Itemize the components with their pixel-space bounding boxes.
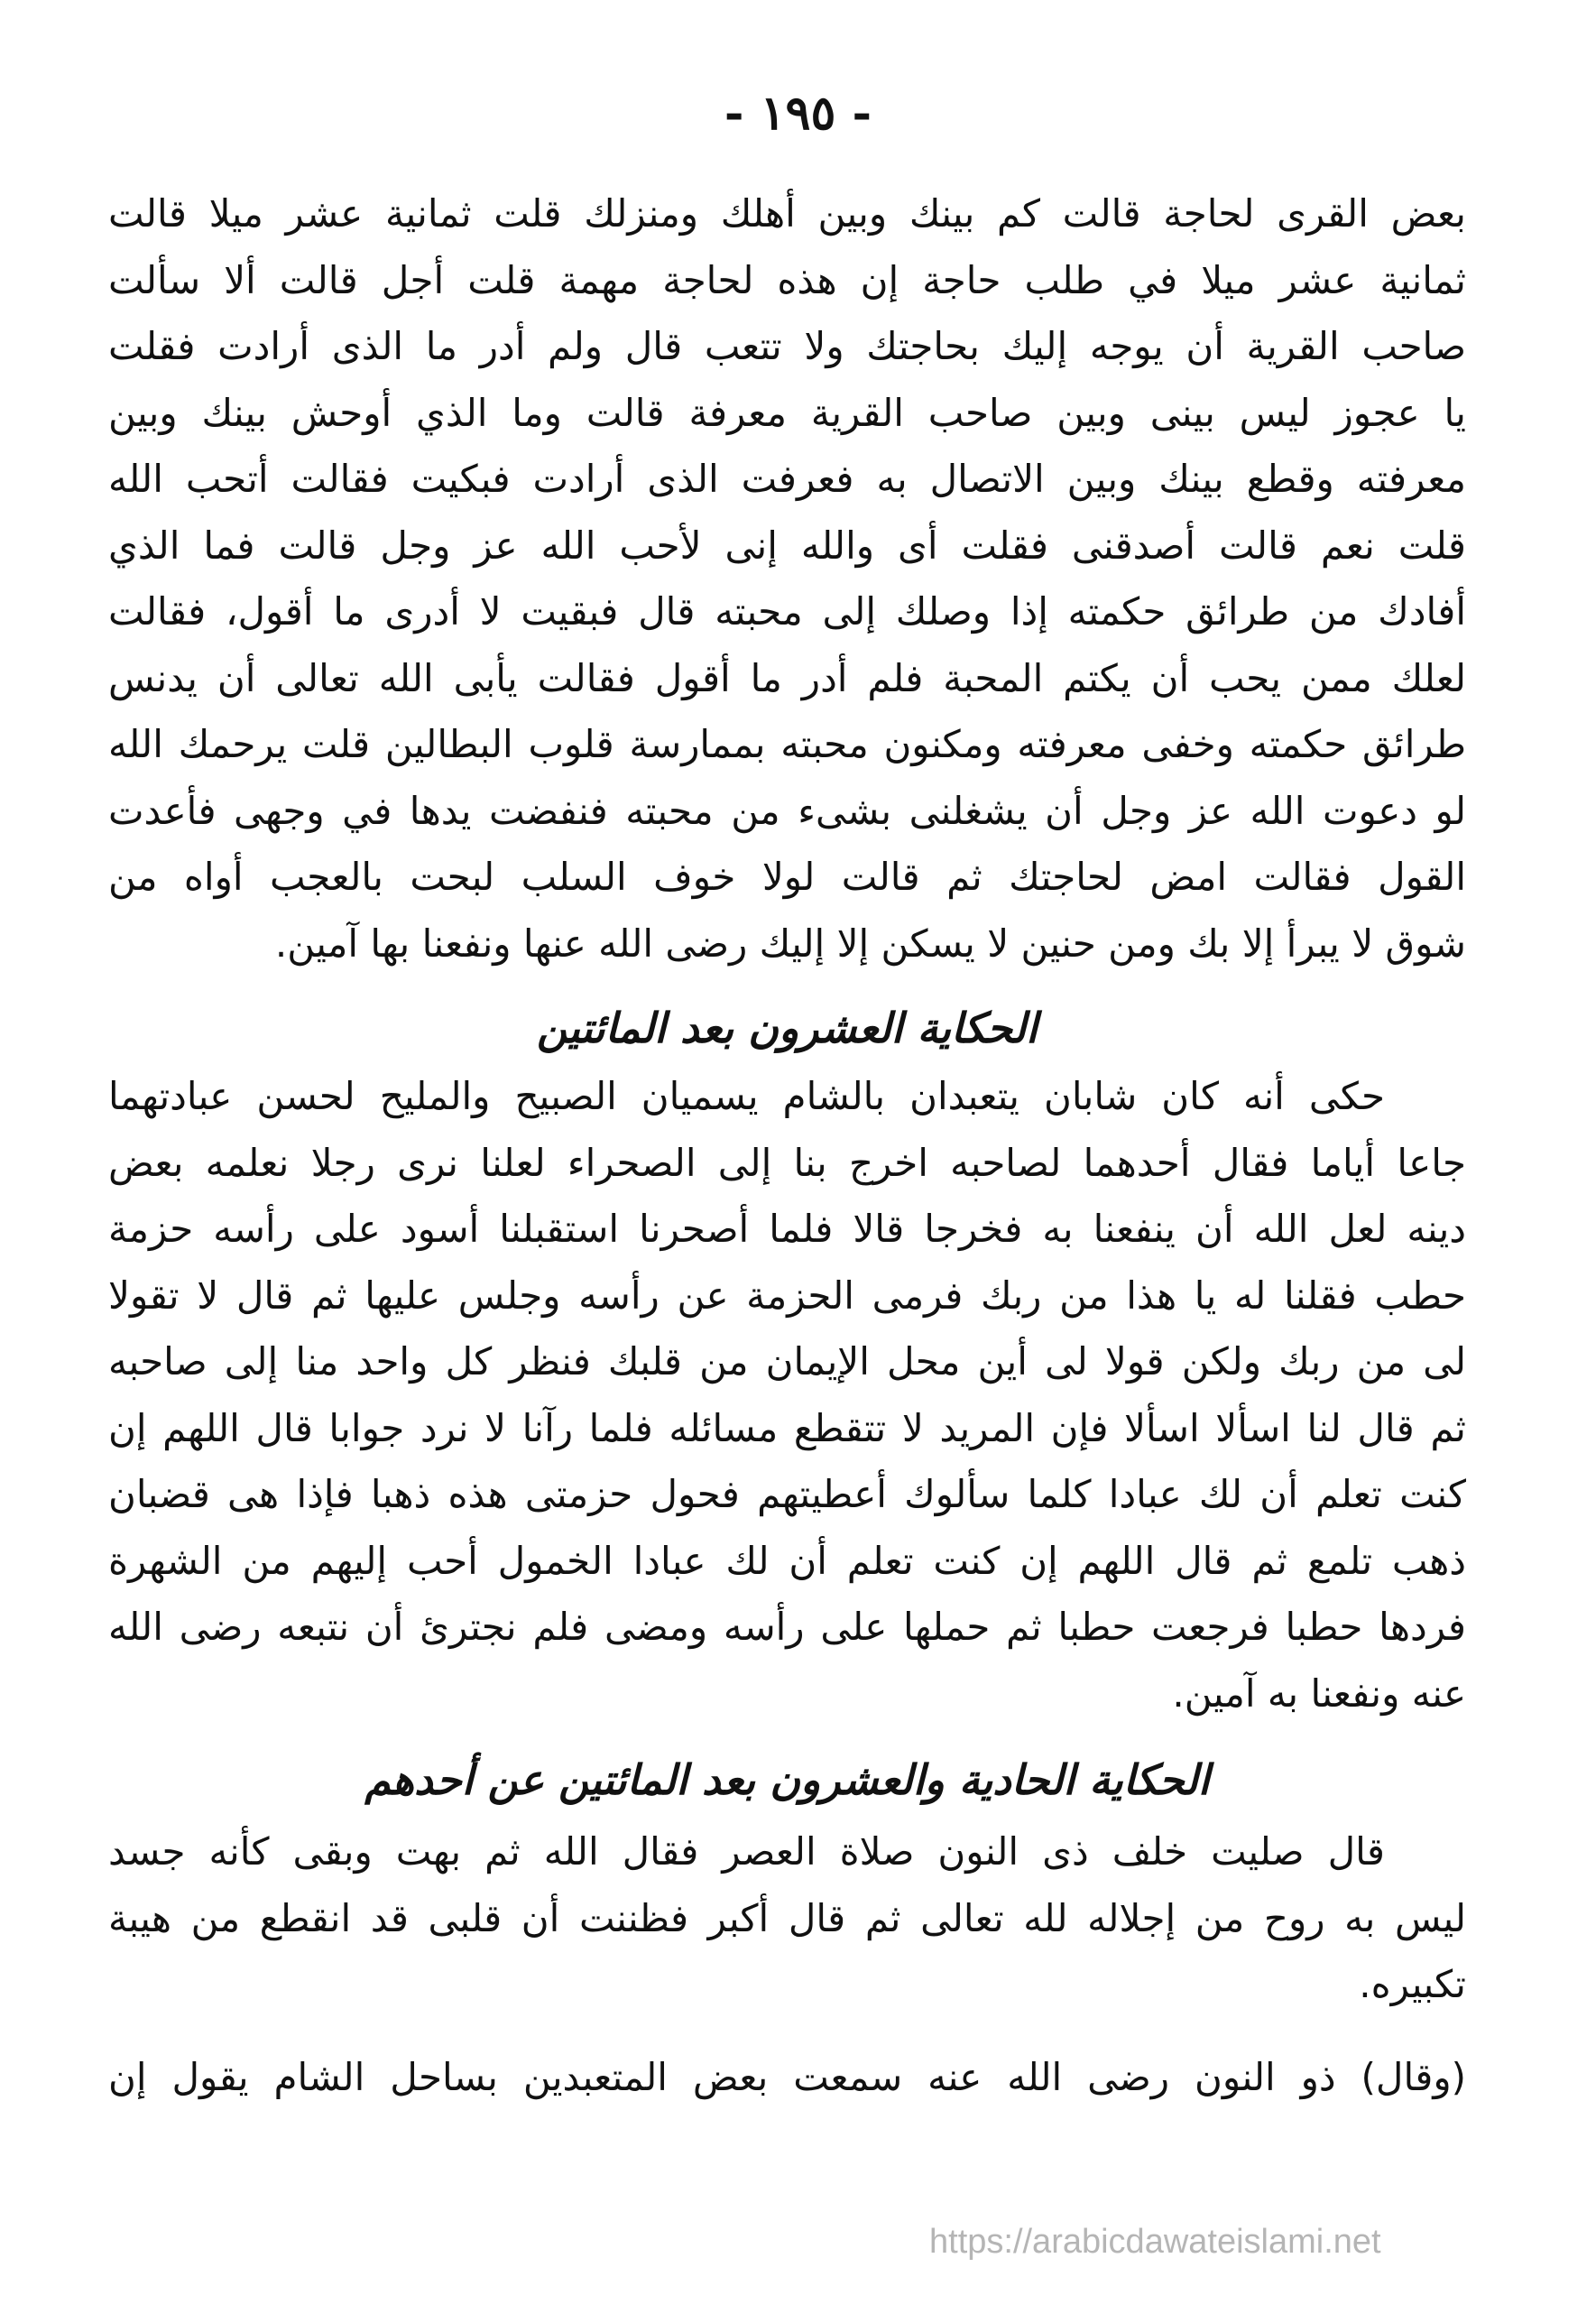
text-line: بعض القرى لحاجة قالت كم بينك وبين أهلك ومنزلك قلت ثمانية عشر ميلا قالت <box>108 191 1466 236</box>
text-line: حكى أنه كان شابان يتعبدان بالشام يسميان الصبيح والمليح لحسن عبادتهما <box>108 1074 1385 1118</box>
text-line: لعلك ممن يحب أن يكتم المحبة فلم أدر ما أقول فقالت يأبى الله تعالى أن يدنس <box>108 655 1466 700</box>
text-line: (وقال) ذو النون رضى الله عنه سمعت بعض المتعبدين بساحل الشام يقول إن <box>108 2055 1466 2099</box>
text-line: شوق لا يبرأ إلا بك ومن حنين لا يسكن إلا إليك رضى الله عنها ونفعنا بها آمين. <box>274 921 1466 966</box>
story-paragraph <box>108 2044 1466 2111</box>
text-line: القول فقالت امض لحاجتك ثم قالت لولا خوف السلب لبحت بالعجب أواه من <box>108 855 1466 899</box>
text-line: لى من ربك ولكن قولا لى أين محل الإيمان من قلبك فنظر كل واحد منا إلى صاحبه <box>108 1339 1466 1384</box>
text-line: ذهب تلمع ثم قال اللهم إن كنت تعلم أن لك عبادا الخمول أحب إليهم من الشهرة <box>108 1538 1466 1583</box>
text-line: ليس به روح من إجلاله لله تعالى ثم قال أكبر فظننت أن قلبى قد انقطع من هيبة <box>108 1895 1466 1940</box>
text-line: طرائق حكمته وخفى معرفته ومكنون محبته بممارسة قلوب البطالين قلت يرحمك الله <box>108 722 1466 766</box>
text-line: صاحب القرية أن يوجه إليك بحاجتك ولا تتعب قال ولم أدر ما الذى أرادت فقلت <box>108 324 1466 368</box>
story-paragraph <box>108 1063 1466 1726</box>
text-line: تكبيره. <box>1359 1962 1466 2006</box>
text-line: فردها حطبا فرجعت حطبا ثم حملها على رأسه ومضى فلم نجترئ أن نتبعه رضى الله <box>108 1605 1466 1649</box>
page-number: - ١٩٥ - <box>724 86 872 141</box>
text-line: يا عجوز ليس بينى وبين صاحب القرية معرفة قالت وما الذي أوحش بينك وبين <box>108 390 1466 435</box>
text-line: أفادك من طرائق حكمته إذا وصلك إلى محبته قال فبقيت لا أدرى ما أقول، فقالت <box>108 589 1466 634</box>
text-line: كنت تعلم أن لك عبادا كلما سألوك أعطيتهم فحول حزمتى هذه ذهبا فإذا هى قضبان <box>108 1472 1466 1516</box>
story-continuation-paragraph <box>108 180 1466 976</box>
text-line: قال صليت خلف ذى النون صلاة العصر فقال الله ثم بهت وبقى كأنه جسد <box>108 1829 1385 1874</box>
watermark-url: https://arabicdawateislami.net <box>929 2223 1381 2261</box>
text-line: معرفته وقطع بينك وبين الاتصال به فعرفت الذى أرادت فبكيت فقالت أتحب الله <box>108 457 1466 501</box>
text-line: عنه ونفعنا به آمين. <box>1172 1671 1466 1716</box>
story-paragraph <box>108 1819 1466 2018</box>
text-line: لو دعوت الله عز وجل أن يشغلنى بشىء من محبته فنفضت يدها في وجهى فأعدت <box>108 788 1466 833</box>
story-heading: الحكاية الحادية والعشرون بعد المائتين عن أحدهم <box>364 1755 1210 1804</box>
text-line: قلت نعم قالت أصدقنى فقلت أى والله إنى لأحب الله عز وجل قالت فما الذي <box>108 523 1466 568</box>
text-line: حطب فقلنا له يا هذا من ربك فرمى الحزمة عن رأسه وجلس عليها ثم قال لا تقولا <box>108 1273 1466 1318</box>
text-line: ثمانية عشر ميلا في طلب حاجة إن هذه لحاجة مهمة قلت أجل قالت ألا سألت <box>108 257 1466 302</box>
story-heading: الحكاية العشرون بعد المائتين <box>537 1004 1038 1052</box>
text-line: جاعا أياما فقال أحدهما لصاحبه اخرج بنا إلى الصحراء لعلنا نرى رجلا نعلمه بعض <box>108 1140 1466 1185</box>
text-line: ثم قال لنا اسألا اسألا فإن المريد لا تتقطع مسائله فلما رآنا لا نرد جوابا قال اللهم إن <box>108 1405 1466 1450</box>
text-line: دينه لعل الله أن ينفعنا به فخرجا قالا فلما أصحرنا استقبلنا أسود على رأسه حزمة <box>108 1207 1466 1251</box>
